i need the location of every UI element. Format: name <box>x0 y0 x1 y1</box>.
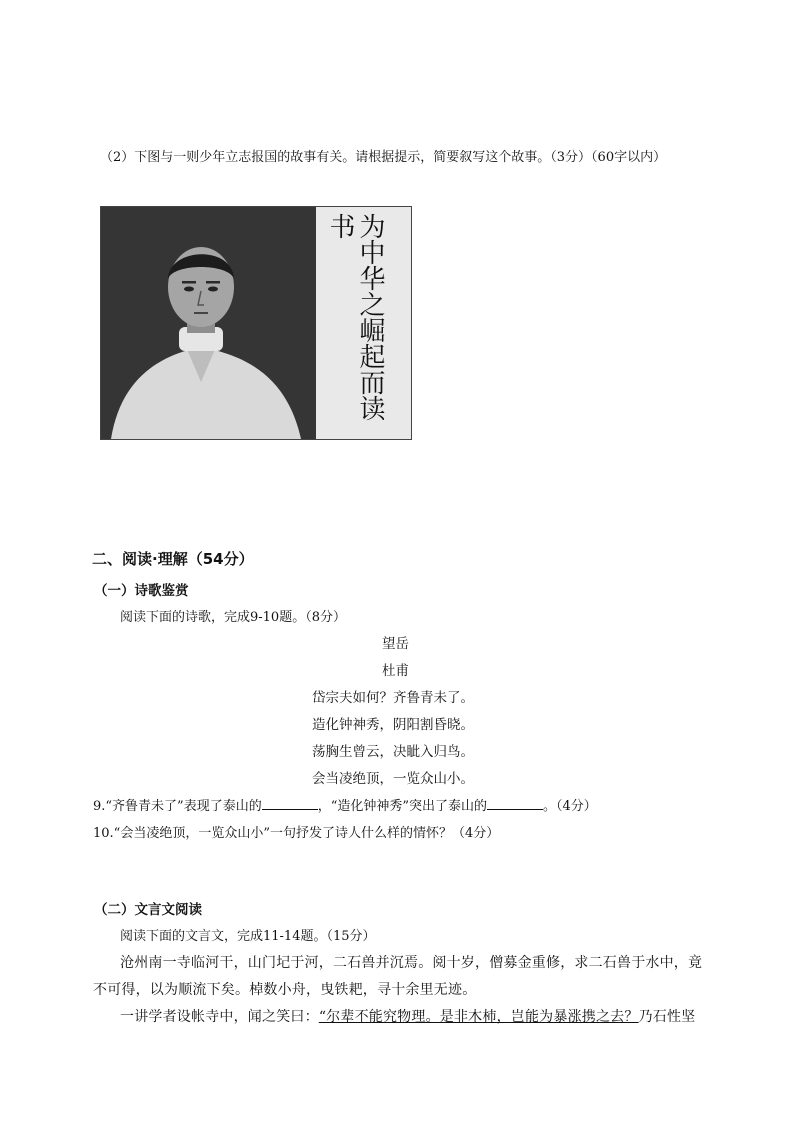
question-9 <box>93 795 597 814</box>
passage-line-2: 不可得，以为顺流下矣。棹数小舟，曳铁耙，寻十余里无迹。 <box>93 982 477 998</box>
subsection-classical-title: （二）文言文阅读 <box>94 902 202 918</box>
passage-tail: 乃石性坚 <box>638 1009 696 1025</box>
classical-instruction: 阅读下面的文言文，完成11-14题。（15分） <box>120 929 376 944</box>
question-2-text: （2）下图与一则少年立志报国的故事有关。请根据提示，简要叙写这个故事。（3分）（60字以内） <box>100 150 667 165</box>
answer-blank-1[interactable] <box>262 797 318 810</box>
portrait-figure-icon <box>101 207 316 439</box>
section-2-title: 二、阅读·理解（54分） <box>92 550 254 568</box>
passage-line-1: 沧州南一寺临河干，山门圮于河，二石兽并沉焉。阅十岁，僧募金重修，求二石兽于水中，竟 <box>120 955 703 971</box>
portrait-image <box>101 207 316 439</box>
poem-line-2: 造化钟神秀，阴阳割昏晓。 <box>312 717 474 733</box>
passage-underlined-sentence: “尔辈不能究物理。是非木杮，岂能为暴涨携之去？ <box>318 1009 639 1025</box>
question-9-part3: 。（4分） <box>543 799 597 814</box>
poem-title: 望岳 <box>382 636 409 652</box>
question-10: 10.“会当凌绝顶，一览众山小”一句抒发了诗人什么样的情怀？（4分） <box>93 826 500 841</box>
passage-line-3 <box>120 1006 695 1026</box>
student-portrait-photo <box>100 206 412 440</box>
poem-line-3: 荡胸生曾云，决眦入归鸟。 <box>312 744 474 760</box>
answer-blank-2[interactable] <box>487 797 543 810</box>
poem-line-4: 会当凌绝顶，一览众山小。 <box>312 771 474 787</box>
poetry-instruction: 阅读下面的诗歌，完成9-10题。（8分） <box>120 610 346 625</box>
passage-lead: 一讲学者设帐寺中，闻之笑曰： <box>120 1009 319 1025</box>
question-9-part2: ，“造化钟神秀”突出了泰山的 <box>317 799 487 814</box>
poem-author: 杜甫 <box>382 663 409 679</box>
poem-line-1: 岱宗夫如何？齐鲁青未了。 <box>312 690 474 706</box>
vertical-caption: 为中华之崛起而读书 <box>325 213 385 421</box>
question-9-part1: 9.“齐鲁青未了”表现了泰山的 <box>93 799 262 814</box>
subsection-poetry-title: （一）诗歌鉴赏 <box>94 583 189 599</box>
